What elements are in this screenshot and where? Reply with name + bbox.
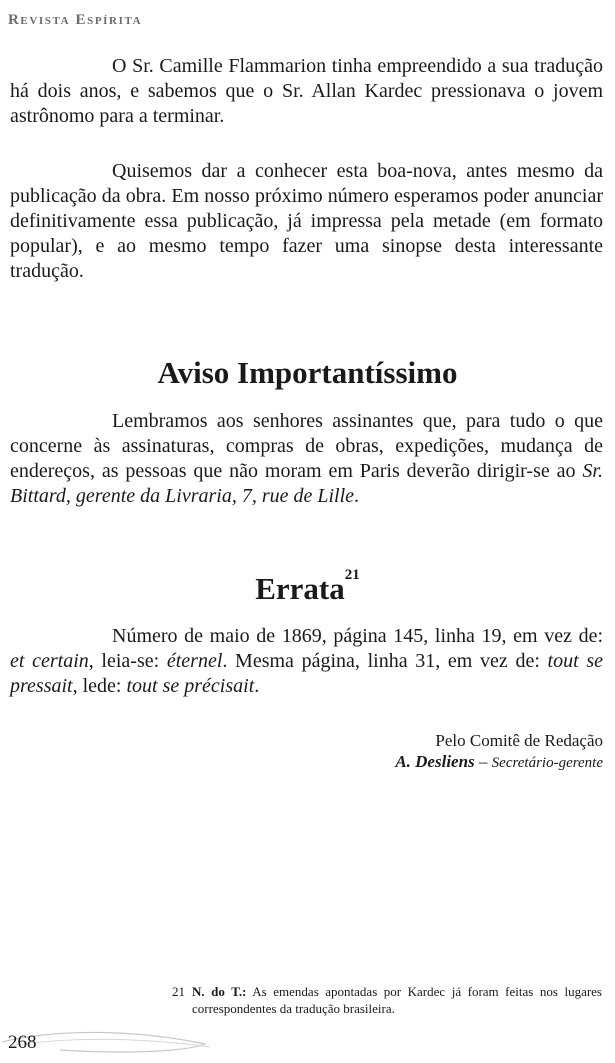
footnote-number: 21 (172, 984, 185, 999)
section-heading-errata: Errata$^{21}$ (255, 567, 360, 606)
body-paragraph-1: O Sr. Camille Flammarion tinha empreendido a sua tradução há dois anos, e sabemos que o Sr. Allan Kardec pressionava o jovem astrônomo para a terminar. (10, 55, 603, 127)
footnote: 21 N. do T.: As emendas apontadas por Kardec já foram feitas nos lugares correspondentes da tradução brasileira. (172, 984, 602, 1016)
signature-author: A. Desliens – Secretário-gerente (395, 752, 603, 771)
page-number: 268 (8, 1032, 37, 1053)
signature-committee: Pelo Comitê de Redação (435, 731, 603, 750)
running-title: Revista Espírita (8, 12, 143, 28)
body-paragraph-2: Quisemos dar a conhecer esta boa-nova, antes mesmo da publicação da obra. Em nosso próximo número esperamos poder anunciar definitivamente essa publicação, já impressa pela metade (em formato popular), e ao mesmo tempo fazer uma sinopse desta interessante tradução. (10, 160, 603, 282)
footnote-reference: 21 (344, 567, 360, 583)
section-heading-aviso: Aviso Importantíssimo (157, 355, 458, 390)
aviso-paragraph: Lembramos aos senhores assinantes que, para tudo o que concerne às assinaturas, compras de obras, expedições, mudança de endereços, as pessoas que não moram em Paris deverão dirigir-se ao Sr. Bittard, gerente da Livraria, 7, rue de Lille. (10, 410, 603, 507)
errata-paragraph: Número de maio de 1869, página 145, linha 19, em vez de: et certain, leia-se: éternel. Mesma página, linha 31, em vez de: tout se pressait, lede: tout se précisait. (10, 625, 603, 697)
